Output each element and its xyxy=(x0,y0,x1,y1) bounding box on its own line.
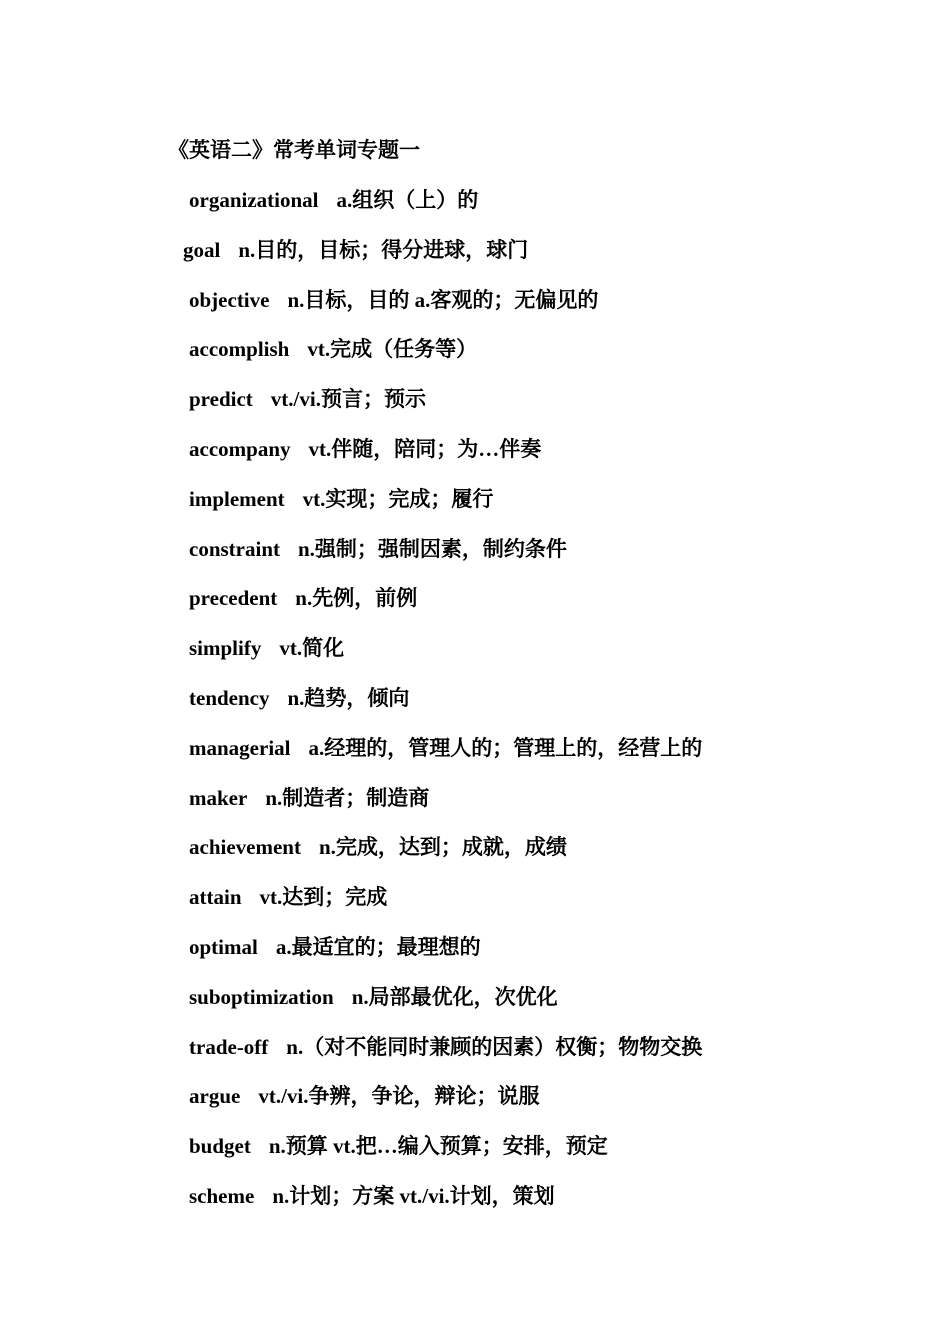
vocab-word: managerial xyxy=(189,735,291,760)
vocab-definition: n.目的，目标；得分进球，球门 xyxy=(238,237,529,262)
vocab-word: implement xyxy=(189,486,285,511)
vocab-entry xyxy=(0,286,950,336)
vocab-word: simplify xyxy=(189,636,262,661)
vocab-definition: n.强制；强制因素，制约条件 xyxy=(298,536,567,561)
vocab-entry xyxy=(0,1182,950,1232)
vocab-definition: vt./vi.预言；预示 xyxy=(270,387,426,412)
vocab-word: constraint xyxy=(189,536,280,561)
vocab-word: budget xyxy=(189,1134,251,1159)
vocab-word: accomplish xyxy=(189,337,290,362)
vocab-word: goal xyxy=(183,237,221,262)
page-title: 《英语二》常考单词专题一 xyxy=(168,138,420,162)
vocab-definition: n.目标，目的 a.客观的；无偏见的 xyxy=(287,287,599,312)
vocab-word: predict xyxy=(189,387,253,412)
vocab-entry xyxy=(0,1132,950,1182)
vocab-definition: n.预算 vt.把…编入预算；安排，预定 xyxy=(268,1134,608,1159)
vocab-entry xyxy=(0,933,950,983)
vocab-entry xyxy=(0,833,950,883)
vocab-word: optimal xyxy=(189,934,258,959)
vocab-entry xyxy=(0,435,950,485)
vocab-word: precedent xyxy=(189,586,278,611)
vocab-word: objective xyxy=(189,287,270,312)
vocab-entry xyxy=(0,584,950,634)
vocab-definition: a.最适宜的；最理想的 xyxy=(275,934,481,959)
vocab-entry xyxy=(0,186,950,236)
vocab-word: accompany xyxy=(189,436,291,461)
vocab-entry xyxy=(0,385,950,435)
vocab-definition: n.计划；方案 vt./vi.计划，策划 xyxy=(272,1183,555,1208)
vocab-word: achievement xyxy=(189,835,301,860)
vocab-definition: vt.实现；完成；履行 xyxy=(302,486,494,511)
vocab-entry xyxy=(0,485,950,535)
vocab-entry xyxy=(0,734,950,784)
vocab-definition: vt.达到；完成 xyxy=(259,885,388,910)
vocab-definition: a.经理的，管理人的；管理上的，经营上的 xyxy=(308,735,703,760)
vocab-definition: n.（对不能同时兼顾的因素）权衡；物物交换 xyxy=(286,1034,703,1059)
vocab-definition: vt./vi.争辨，争论，辩论；说服 xyxy=(258,1084,540,1109)
vocab-definition: vt.简化 xyxy=(279,636,345,661)
vocab-entry xyxy=(0,1082,950,1132)
vocab-entry xyxy=(0,634,950,684)
vocab-entry xyxy=(0,335,950,385)
vocab-entry xyxy=(0,1033,950,1083)
vocab-entry xyxy=(0,784,950,834)
vocab-word: maker xyxy=(189,785,248,810)
vocab-definition: n.趋势，倾向 xyxy=(287,685,410,710)
vocab-entry xyxy=(0,983,950,1033)
vocab-definition: n.制造者；制造商 xyxy=(265,785,430,810)
vocab-word: suboptimization xyxy=(189,984,334,1009)
vocab-definition: n.先例，前例 xyxy=(295,586,418,611)
vocab-word: organizational xyxy=(189,188,319,212)
vocab-definition: n.局部最优化，次优化 xyxy=(351,984,558,1009)
vocab-definition: n.完成，达到；成就，成绩 xyxy=(318,835,567,860)
vocab-entry xyxy=(0,535,950,585)
vocab-word: tendency xyxy=(189,685,270,710)
vocab-definition: vt.完成（任务等） xyxy=(307,337,478,362)
vocab-definition: vt.伴随，陪同；为…伴奏 xyxy=(308,436,542,461)
vocab-entry xyxy=(0,684,950,734)
vocab-word: trade-off xyxy=(189,1034,269,1059)
vocab-definition: a.组织（上）的 xyxy=(336,188,479,212)
vocab-word: attain xyxy=(189,885,242,910)
vocab-entry xyxy=(0,883,950,933)
vocab-entry xyxy=(0,236,950,286)
vocab-word: scheme xyxy=(189,1183,255,1208)
vocabulary-list xyxy=(0,186,950,1232)
vocab-word: argue xyxy=(189,1084,241,1109)
